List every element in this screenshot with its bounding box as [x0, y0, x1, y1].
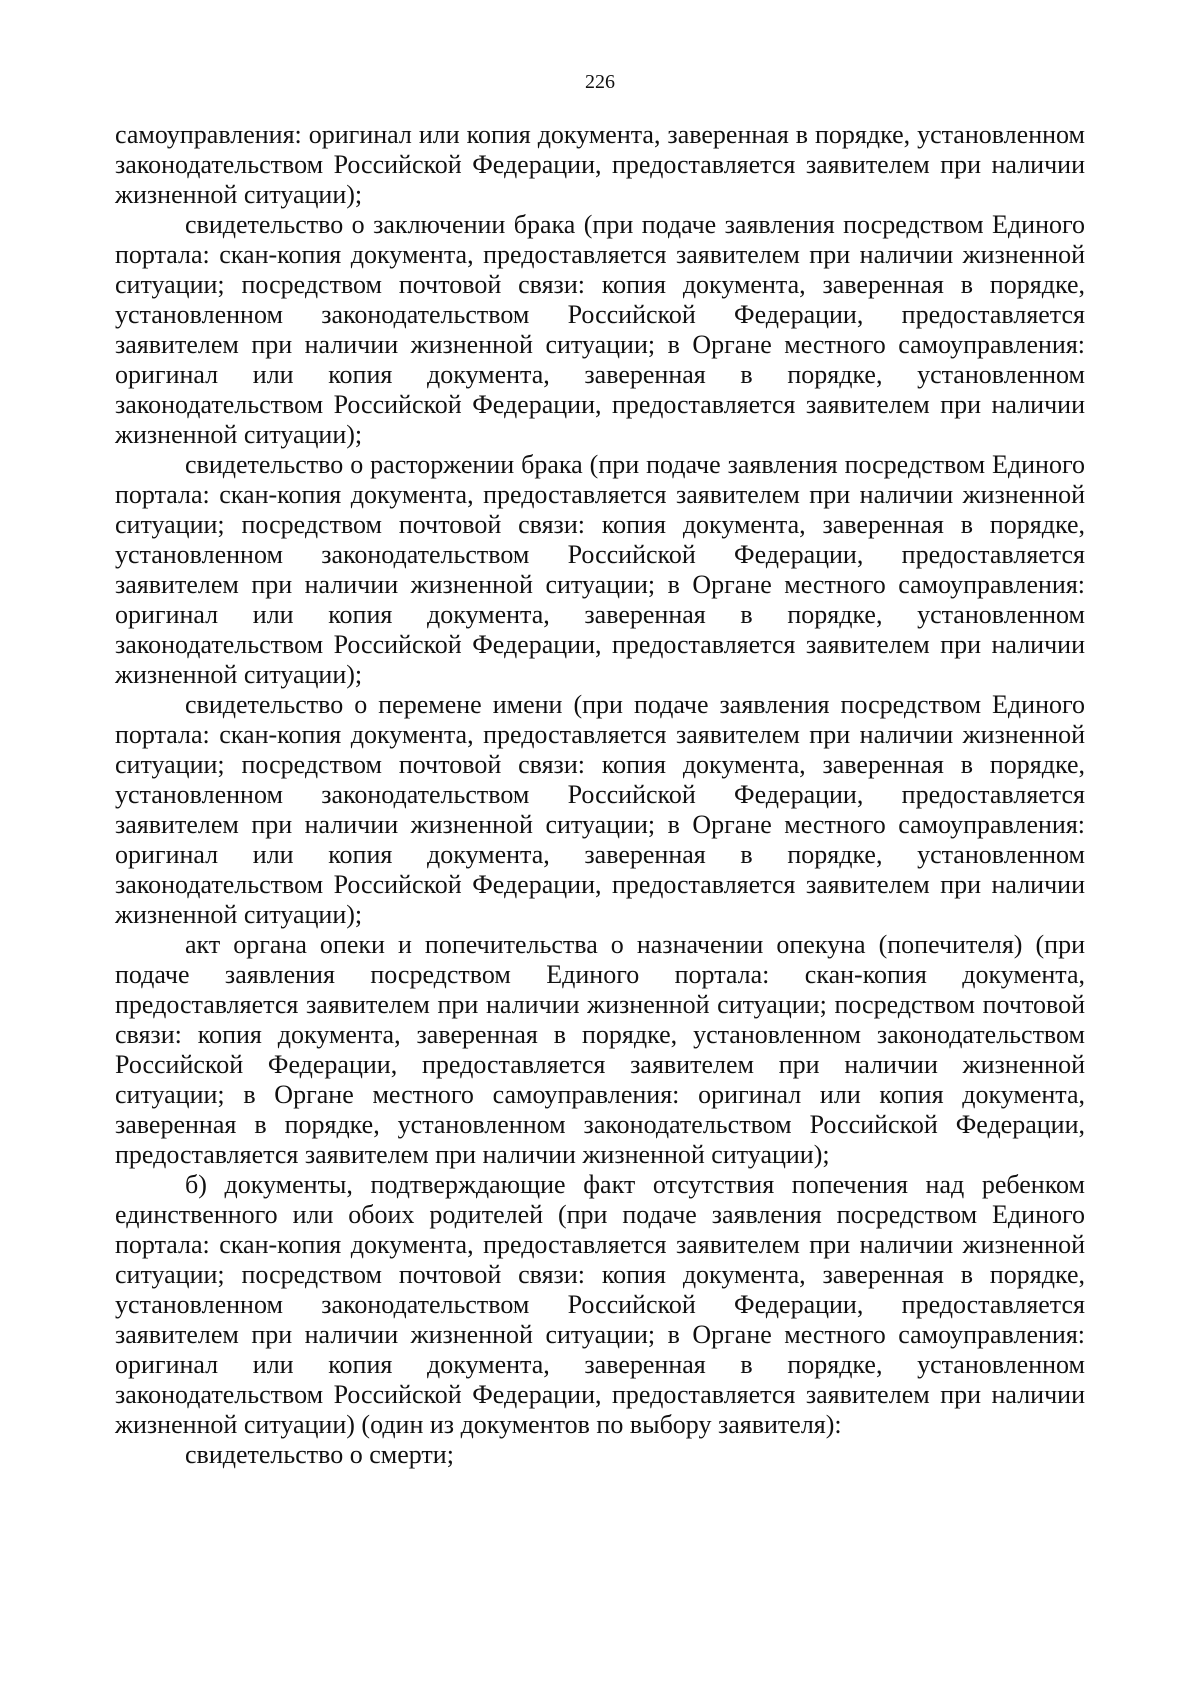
paragraph-name-change-certificate: свидетельство о перемене имени (при подаче заявления посредством Единого портала: скан-копия документа, предоставляется заявителем при наличии жизненной ситуации; посредством почтовой связи: копия документа, заверенная в порядке, установленном законодательством Российской Федерации, предоставляется заявителем при наличии жизненной ситуации; в Органе местного самоуправления: оригинал или копия документа, заверенная в порядке, установленном законодательством Российской Федерации, предоставляется заявителем при наличии жизненной ситуации);	[115, 690, 1085, 929]
paragraph-lack-of-parental-care-documents: б) документы, подтверждающие факт отсутствия попечения над ребенком единственного или обоих родителей (при подаче заявления посредством Единого портала: скан-копия документа, предоставляется заявителем при наличии жизненной ситуации; посредством почтовой связи: копия документа, заверенная в порядке, установленном законодательством Российской Федерации, предоставляется заявителем при наличии жизненной ситуации; в Органе местного самоуправления: оригинал или копия документа, заверенная в порядке, установленном законодательством Российской Федерации, предоставляется заявителем при наличии жизненной ситуации) (один из документов по выбору заявителя):	[115, 1170, 1085, 1439]
paragraph-death-certificate: свидетельство о смерти;	[185, 1440, 454, 1469]
document-body	[115, 120, 1085, 1470]
paragraph-marriage-certificate: свидетельство о заключении брака (при подаче заявления посредством Единого портала: скан-копия документа, предоставляется заявителем при наличии жизненной ситуации; посредством почтовой связи: копия документа, заверенная в порядке, установленном законодательством Российской Федерации, предоставляется заявителем при наличии жизненной ситуации; в Органе местного самоуправления: оригинал или копия документа, заверенная в порядке, установленном законодательством Российской Федерации, предоставляется заявителем при наличии жизненной ситуации);	[115, 210, 1085, 449]
paragraph-guardianship-act: акт органа опеки и попечительства о назначении опекуна (попечителя) (при подаче заявления посредством Единого портала: скан-копия документа, предоставляется заявителем при наличии жизненной ситуации; посредством почтовой связи: копия документа, заверенная в порядке, установленном законодательством Российской Федерации, предоставляется заявителем при наличии жизненной ситуации; в Органе местного самоуправления: оригинал или копия документа, заверенная в порядке, установленном законодательством Российской Федерации, предоставляется заявителем при наличии жизненной ситуации);	[115, 930, 1085, 1169]
page-number: 226	[585, 71, 615, 93]
paragraph-continuation: самоуправления: оригинал или копия документа, заверенная в порядке, установленном законодательством Российской Федерации, предоставляется заявителем при наличии жизненной ситуации);	[115, 120, 1085, 209]
paragraph-divorce-certificate: свидетельство о расторжении брака (при подаче заявления посредством Единого портала: скан-копия документа, предоставляется заявителем при наличии жизненной ситуации; посредством почтовой связи: копия документа, заверенная в порядке, установленном законодательством Российской Федерации, предоставляется заявителем при наличии жизненной ситуации; в Органе местного самоуправления: оригинал или копия документа, заверенная в порядке, установленном законодательством Российской Федерации, предоставляется заявителем при наличии жизненной ситуации);	[115, 450, 1085, 689]
